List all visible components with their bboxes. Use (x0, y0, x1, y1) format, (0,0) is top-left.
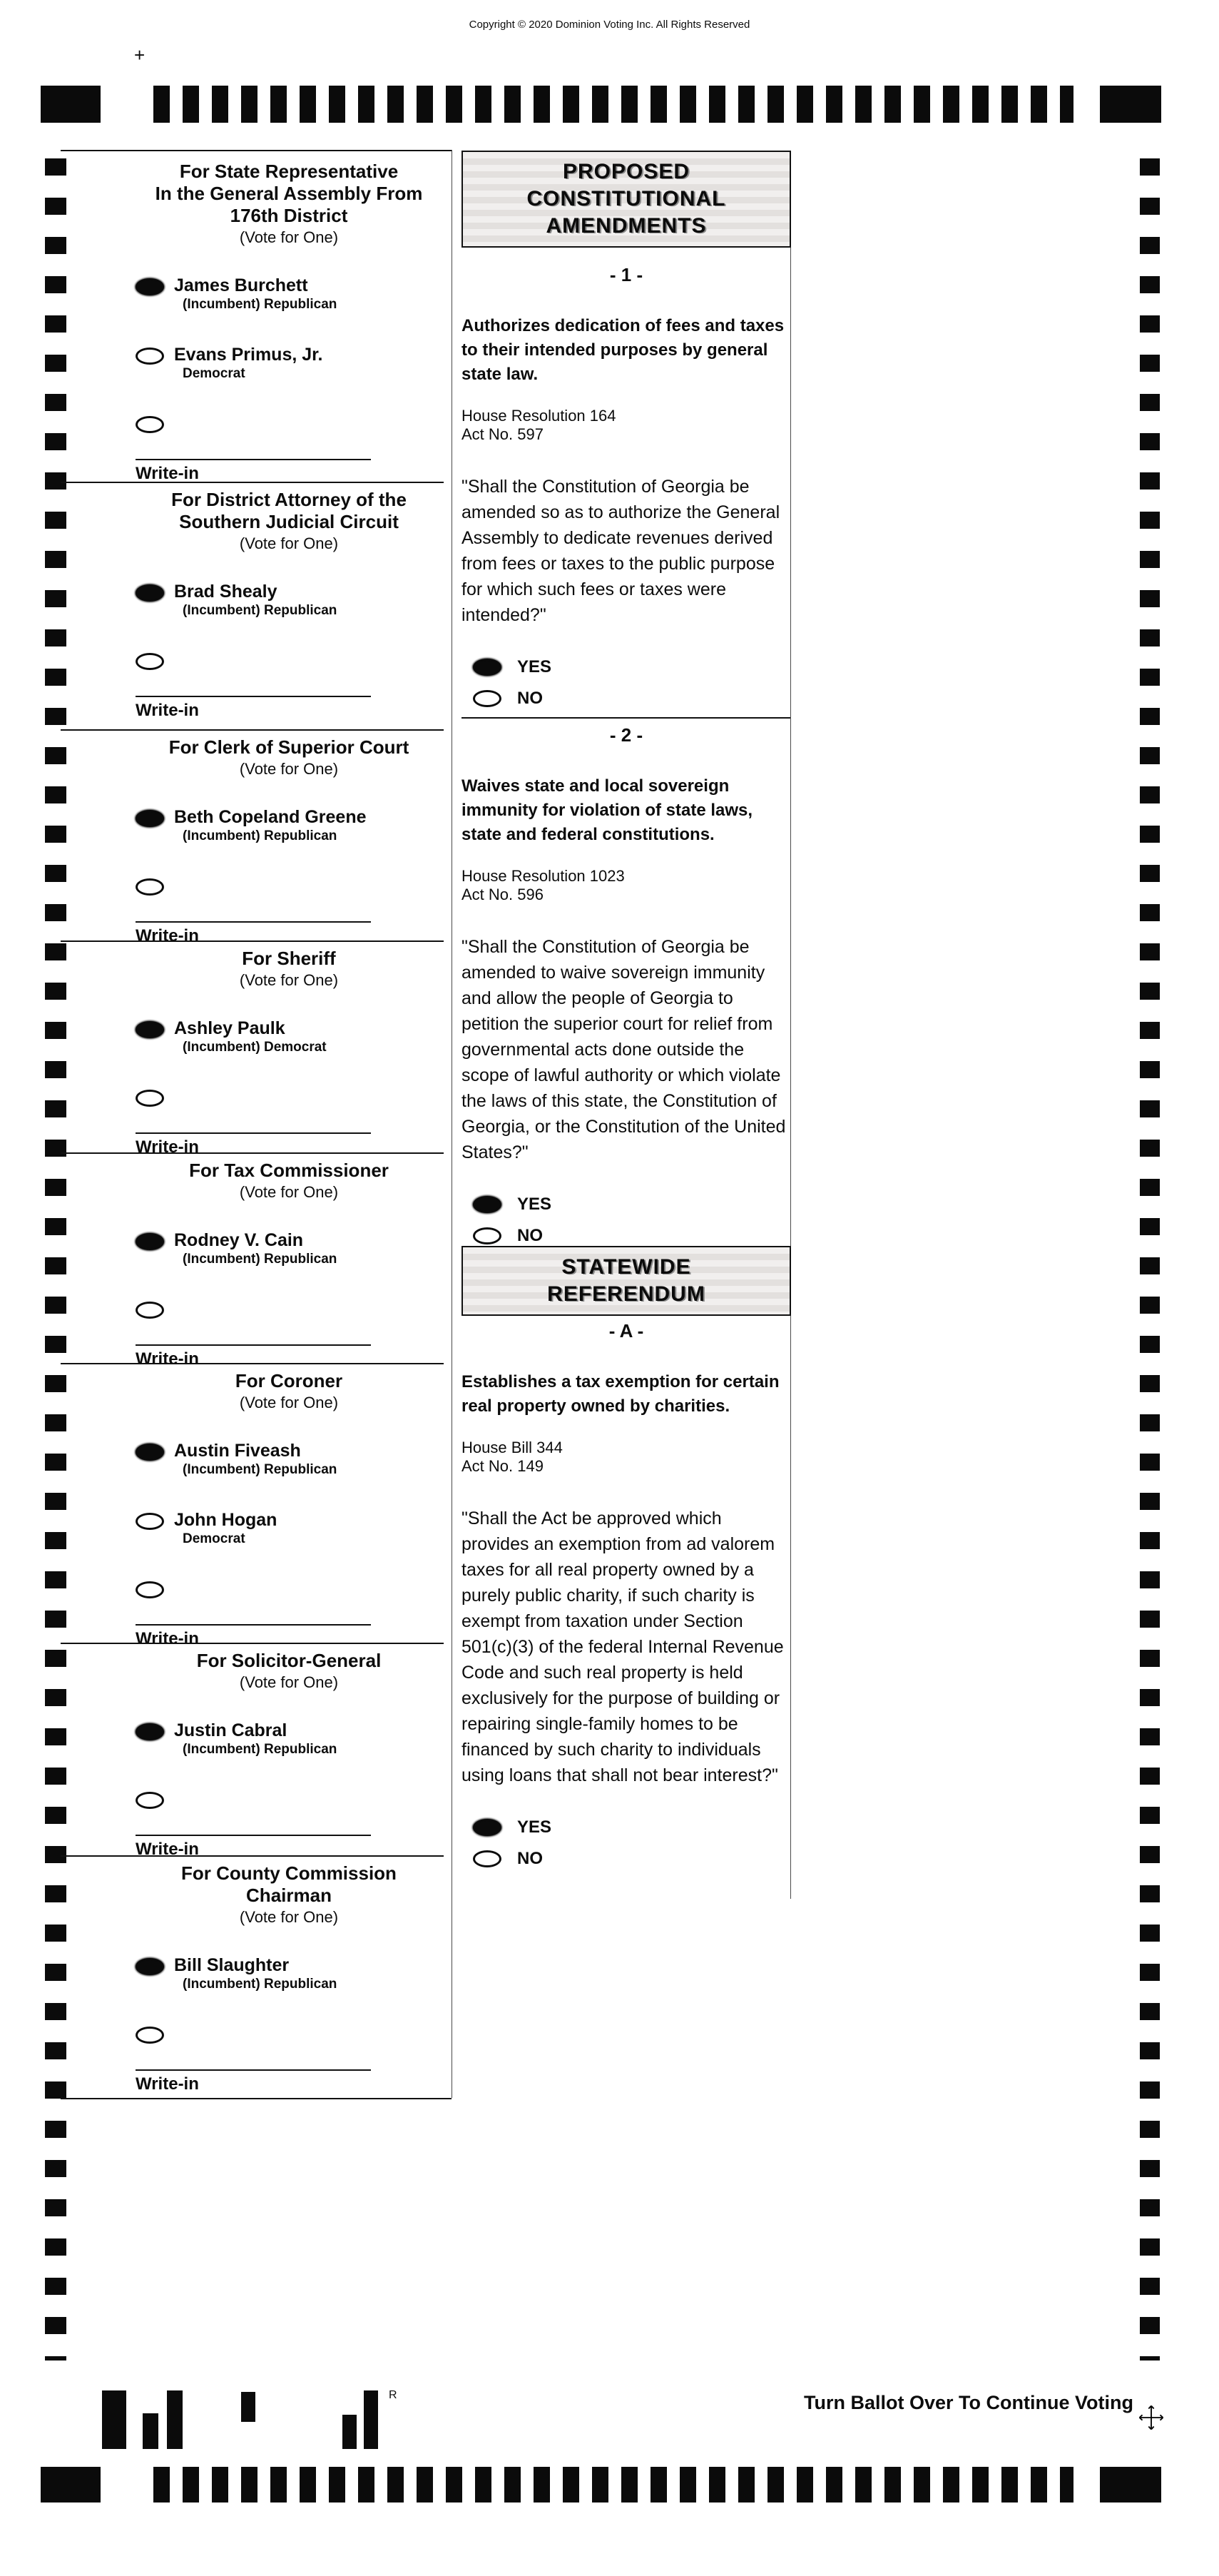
barcode-mark (364, 2390, 378, 2449)
measure-references (461, 867, 791, 904)
write-in-line[interactable] (136, 2069, 371, 2074)
contest-coroner (61, 1363, 444, 1649)
measure-summary: Authorizes dedication of fees and taxes to their intended purposes by general state law. (461, 316, 785, 384)
contest-tax-commissioner (61, 1152, 444, 1369)
candidate-oval[interactable] (136, 1513, 164, 1530)
write-in-line[interactable] (136, 1132, 371, 1137)
write-in-line[interactable] (136, 1835, 371, 1840)
timing-marks-bottom (153, 2467, 1073, 2503)
candidate-row (136, 807, 444, 844)
candidate-detail: (Incumbent) Republican (183, 1742, 337, 1757)
contest-title-line: 176th District (230, 205, 348, 226)
candidate-row (136, 1720, 444, 1758)
contest-title (136, 1650, 442, 1672)
registration-plus-mark: + (134, 44, 146, 66)
candidate-row (136, 1018, 444, 1055)
write-in-line[interactable] (136, 921, 371, 926)
timing-marks-top (153, 86, 1073, 123)
write-in-oval-row (136, 1090, 444, 1108)
candidate-oval[interactable] (136, 278, 164, 295)
contest-title (136, 736, 442, 759)
write-in-oval[interactable] (136, 2027, 164, 2044)
yes-row (473, 1818, 791, 1837)
write-in-label: Write-in (136, 1629, 199, 1648)
write-in-oval[interactable] (136, 1302, 164, 1319)
write-in-label: Write-in (136, 464, 199, 483)
referendum-section-header (461, 1246, 791, 1316)
candidate-detail: (Incumbent) Republican (183, 1977, 337, 1992)
no-label: NO (517, 1226, 543, 1245)
barcode-mark (102, 2390, 126, 2449)
contest-title-line: For Tax Commissioner (189, 1160, 389, 1181)
contest-title-line: For Coroner (235, 1370, 343, 1391)
section-header-line: REFERENDUM (547, 1282, 705, 1306)
vote-for-instruction: (Vote for One) (239, 760, 339, 778)
candidate-name: Brad Shealy (174, 582, 277, 602)
write-in[interactable] (136, 2069, 378, 2094)
candidate-oval[interactable] (136, 810, 164, 827)
write-in-oval-row (136, 2027, 444, 2045)
candidate-oval[interactable] (136, 348, 164, 365)
candidate-name: Rodney V. Cain (174, 1230, 304, 1250)
vote-for-instruction: (Vote for One) (239, 1183, 339, 1201)
yes-row (473, 658, 791, 676)
no-row (473, 1227, 791, 1245)
contest-title (136, 1370, 442, 1392)
contest-district-attorney (61, 482, 444, 721)
contest-title (136, 948, 442, 970)
no-row (473, 689, 791, 708)
candidate-detail: (Incumbent) Democrat (183, 1040, 327, 1055)
measure-ref-line: Act No. 149 (461, 1457, 544, 1475)
contest-state-representative (61, 161, 444, 484)
no-oval[interactable] (473, 1227, 501, 1244)
contest-title (136, 1160, 442, 1182)
contest-title-line: For State Representative (179, 161, 399, 182)
write-in[interactable] (136, 696, 378, 721)
candidate-name: Bill Slaughter (174, 1955, 290, 1975)
write-in-oval-row (136, 878, 444, 897)
candidate-oval[interactable] (136, 1723, 164, 1740)
timing-corner-top-left (41, 86, 101, 123)
measure-ref-line: House Bill 344 (461, 1439, 563, 1456)
measure-references (461, 1439, 791, 1476)
contest-sheriff (61, 940, 444, 1157)
write-in-line[interactable] (136, 459, 371, 464)
timing-corner-top-right (1100, 86, 1161, 123)
candidate-detail: (Incumbent) Republican (183, 828, 337, 843)
write-in-oval-row (136, 653, 444, 671)
yes-label: YES (517, 1817, 552, 1837)
vote-for-instruction: (Vote for One) (239, 228, 339, 246)
vote-for-instruction: (Vote for One) (239, 534, 339, 552)
timing-marks-right (1140, 158, 1160, 2361)
measure-ref-line: House Resolution 1023 (461, 867, 625, 885)
timing-corner-bottom-left (41, 2467, 101, 2503)
measure-question: "Shall the Act be approved which provides an exemption from ad valorem taxes for all real property owned by a purely public charity, if such charity is exempt from taxation under Section 501(c)(3) of the federal Internal Revenue Code and such real property is held exclusively for the purpose of building or repairing single-family homes to be financed by such charity to individuals using loans that shall not bear interest?" (461, 1508, 784, 1785)
write-in-oval[interactable] (136, 1581, 164, 1598)
measure-ref-line: House Resolution 164 (461, 407, 616, 425)
write-in-label: Write-in (136, 1349, 199, 1369)
rule-top-left-column (61, 150, 452, 151)
measure-number: - 1 - (609, 264, 643, 285)
no-oval[interactable] (473, 690, 501, 707)
measure-amendment-1 (461, 264, 791, 721)
turn-ballot-over-instruction: Turn Ballot Over To Continue Voting (804, 2392, 1133, 2413)
vote-for-instruction: (Vote for One) (239, 1908, 339, 1926)
section-header-line: PROPOSED (562, 160, 690, 183)
measure-number: - 2 - (609, 724, 643, 746)
contest-title (136, 161, 442, 227)
candidate-detail: (Incumbent) Republican (183, 297, 337, 312)
candidate-detail: (Incumbent) Republican (183, 1252, 337, 1267)
section-header-line: AMENDMENTS (546, 214, 707, 238)
contest-county-commission-chairman (61, 1855, 444, 2094)
no-row (473, 1850, 791, 1868)
candidate-name: Austin Fiveash (174, 1441, 301, 1461)
candidate-row (136, 1441, 444, 1478)
write-in-label: Write-in (136, 701, 199, 720)
write-in-oval-row (136, 1581, 444, 1600)
contest-title-line: In the General Assembly From (155, 183, 423, 204)
write-in[interactable] (136, 459, 378, 484)
measure-amendment-2 (461, 724, 791, 1258)
candidate-oval[interactable] (136, 1958, 164, 1975)
yes-oval[interactable] (473, 1819, 501, 1836)
registered-trademark: R (389, 2389, 397, 2401)
write-in-oval[interactable] (136, 1792, 164, 1809)
yes-label: YES (517, 1195, 552, 1214)
vote-for-instruction: (Vote for One) (239, 1394, 339, 1411)
measure-summary: Waives state and local sovereign immunity for violation of state laws, state and federal constitutions. (461, 776, 753, 844)
candidate-oval[interactable] (136, 1444, 164, 1461)
measure-question: "Shall the Constitution of Georgia be amended so as to authorize the General Assembly to dedicate revenues derived from fees or taxes to the public purpose for which such fees or taxes were intended?" (461, 477, 780, 625)
candidate-row (136, 1230, 444, 1267)
write-in-oval-row (136, 416, 444, 435)
write-in-line[interactable] (136, 696, 371, 701)
candidate-name: Beth Copeland Greene (174, 807, 367, 827)
barcode-mark (143, 2413, 158, 2449)
write-in-oval[interactable] (136, 878, 164, 896)
candidate-detail: Democrat (183, 1531, 245, 1546)
candidate-detail: (Incumbent) Republican (183, 1462, 337, 1477)
contest-title-line: For Solicitor-General (196, 1650, 382, 1671)
write-in-label: Write-in (136, 2074, 199, 2094)
candidate-oval[interactable] (136, 1021, 164, 1038)
contest-title-line: Chairman (246, 1885, 332, 1906)
yes-row (473, 1195, 791, 1214)
candidate-row (136, 582, 444, 619)
write-in-label: Write-in (136, 926, 199, 945)
barcode-mark (342, 2415, 357, 2449)
measure-question: "Shall the Constitution of Georgia be amended to waive sovereign immunity and allow the people of Georgia to petition the superior court for relief from governmental acts done outside the scope of lawful authority or which violate the laws of this state, the Constitution of Georgia, or the Constitution of the United States?" (461, 937, 786, 1162)
timing-corner-bottom-right (1100, 2467, 1161, 2503)
contest-title (136, 489, 442, 533)
candidate-oval[interactable] (136, 584, 164, 602)
write-in-label: Write-in (136, 1137, 199, 1157)
candidate-name: Justin Cabral (174, 1720, 287, 1740)
yes-oval[interactable] (473, 659, 501, 676)
candidate-detail: (Incumbent) Republican (183, 603, 337, 618)
yes-oval[interactable] (473, 1196, 501, 1213)
write-in-oval-row (136, 1302, 444, 1320)
measure-ref-line: Act No. 596 (461, 886, 544, 903)
contest-clerk-superior-court (61, 729, 444, 946)
contest-title-line: Southern Judicial Circuit (179, 511, 399, 532)
no-oval[interactable] (473, 1850, 501, 1867)
write-in-line[interactable] (136, 1624, 371, 1629)
registration-cross-arrows-icon (1136, 2402, 1167, 2437)
copyright-notice: Copyright © 2020 Dominion Voting Inc. All Rights Reserved (469, 19, 750, 31)
measure-references (461, 407, 791, 444)
candidate-row (136, 1955, 444, 1992)
write-in-oval-row (136, 1792, 444, 1810)
measure-ref-line: Act No. 597 (461, 425, 544, 443)
section-header-line: CONSTITUTIONAL (526, 187, 726, 211)
measure-number: - A - (608, 1320, 644, 1342)
write-in-oval[interactable] (136, 1090, 164, 1107)
vote-for-instruction: (Vote for One) (239, 1673, 339, 1691)
candidate-row (136, 275, 444, 313)
write-in-oval[interactable] (136, 653, 164, 670)
rule-bottom-left-column (61, 2098, 452, 2099)
candidate-detail: Democrat (183, 366, 245, 381)
write-in-label: Write-in (136, 1840, 199, 1859)
barcode-mark (241, 2392, 255, 2422)
candidate-name: Evans Primus, Jr. (174, 345, 323, 365)
section-header-line: STATEWIDE (561, 1255, 691, 1279)
vote-for-instruction: (Vote for One) (239, 971, 339, 989)
contest-title-line: For District Attorney of the (171, 489, 407, 510)
contest-solicitor-general (61, 1643, 444, 1860)
yes-label: YES (517, 657, 552, 676)
write-in-oval[interactable] (136, 416, 164, 433)
candidate-name: Ashley Paulk (174, 1018, 285, 1038)
measure-summary: Establishes a tax exemption for certain real property owned by charities. (461, 1372, 780, 1416)
no-label: NO (517, 1849, 543, 1868)
no-label: NO (517, 689, 543, 708)
candidate-oval[interactable] (136, 1233, 164, 1250)
barcode-mark (167, 2390, 183, 2449)
contest-title-line: For Sheriff (242, 948, 336, 969)
amendments-section-header (461, 151, 791, 248)
measure-referendum-a (461, 1320, 791, 1881)
write-in-line[interactable] (136, 1344, 371, 1349)
candidate-row (136, 1510, 444, 1547)
candidate-row (136, 345, 444, 382)
contest-title-line: For Clerk of Superior Court (168, 736, 409, 758)
candidate-name: John Hogan (174, 1510, 277, 1530)
candidate-name: James Burchett (174, 275, 308, 295)
contest-title (136, 1862, 442, 1907)
contest-title-line: For County Commission (181, 1862, 397, 1884)
